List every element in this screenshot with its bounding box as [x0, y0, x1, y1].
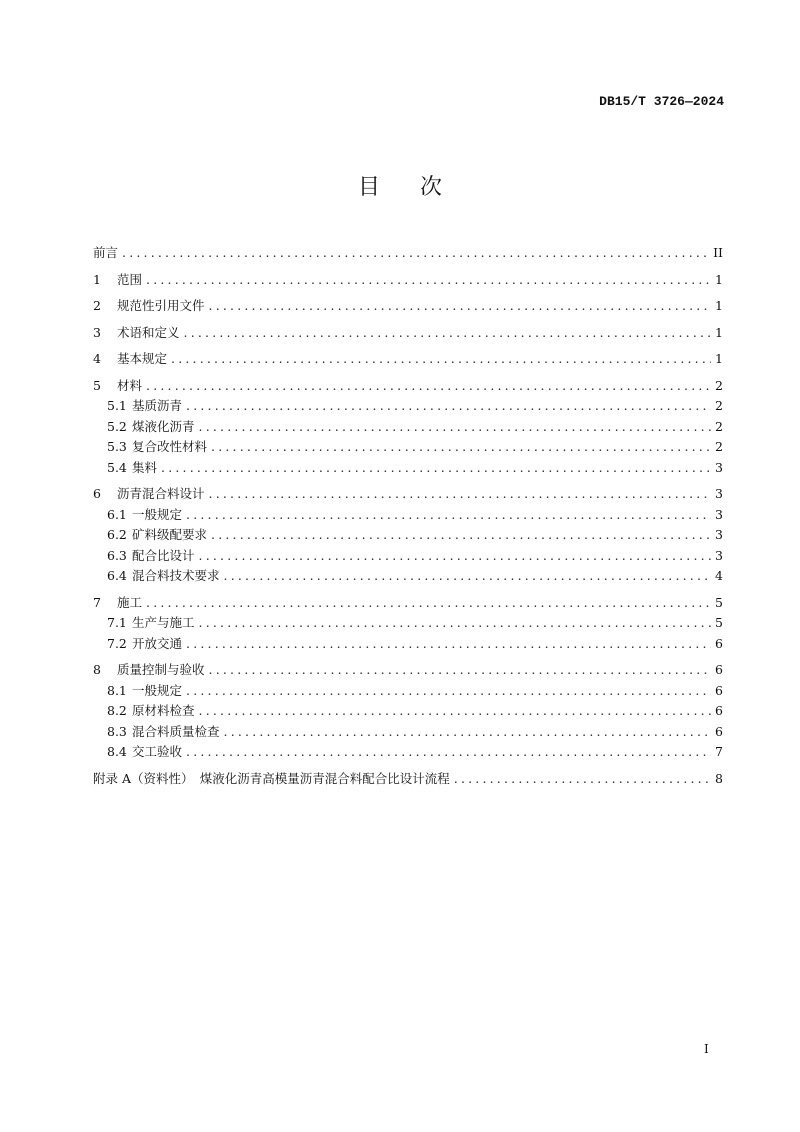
toc-entry[interactable]: [93, 323, 723, 344]
toc-entry-number: 8.1: [107, 682, 127, 698]
toc-entry-page: 7: [715, 744, 723, 759]
toc-entry-number: 5.1: [107, 398, 127, 413]
dot-leader: [211, 527, 711, 542]
toc-entry[interactable]: [93, 525, 723, 546]
toc-entry-page: II: [713, 245, 723, 260]
dot-leader: [146, 378, 711, 393]
toc-entry-title: 一般规定: [132, 506, 183, 522]
toc-entry-number: 2: [93, 298, 101, 313]
toc-entry-number: 8.2: [107, 703, 127, 718]
toc-entry-page: 2: [715, 377, 723, 393]
toc-entry-page: 5: [715, 615, 723, 630]
toc-entry-title: 原材料检查: [132, 703, 195, 718]
toc-entry-page: 1: [715, 298, 723, 313]
toc-entry[interactable]: [93, 396, 723, 417]
toc-entry-title: 施工: [117, 594, 143, 610]
toc-entry-title: 复合改性材料: [132, 439, 208, 454]
toc-entry-page: 4: [715, 568, 723, 583]
dot-leader: [186, 636, 711, 651]
toc-entry-title: 质量控制与验收: [117, 662, 205, 677]
toc-entry-title: 基本规定: [117, 351, 168, 366]
toc-entry[interactable]: [93, 613, 723, 634]
toc-entry-number: 4: [93, 351, 101, 366]
toc-entry-number: 5.4: [107, 459, 127, 475]
dot-leader: [199, 548, 711, 563]
toc-entry-page: 6: [715, 662, 723, 677]
table-of-contents: [93, 243, 723, 789]
toc-entry[interactable]: [93, 417, 723, 438]
toc-entry-page: 6: [715, 723, 723, 739]
dot-leader: [199, 703, 711, 718]
dot-leader: [199, 419, 711, 434]
toc-entry-page: 3: [715, 486, 723, 501]
dot-leader: [186, 744, 711, 759]
toc-entry[interactable]: [93, 722, 723, 743]
toc-entry-title: 沥青混合料设计: [117, 486, 205, 501]
toc-entry-title: 附录 A（资料性） 煤液化沥青高模量沥青混合料配合比设计流程: [93, 770, 450, 786]
dot-leader: [186, 683, 711, 698]
toc-entry-page: 3: [715, 506, 723, 522]
toc-entry[interactable]: [93, 566, 723, 587]
toc-entry-number: 5.3: [107, 439, 127, 454]
dot-leader: [209, 662, 711, 677]
toc-entry[interactable]: [93, 349, 723, 370]
toc-entry-number: 3: [93, 324, 101, 340]
toc-entry[interactable]: [93, 769, 723, 790]
page-title: 目次: [357, 175, 482, 200]
toc-entry-title: 混合料质量检查: [132, 723, 220, 739]
dot-leader: [209, 298, 711, 313]
dot-leader: [224, 724, 711, 739]
toc-entry-page: 3: [715, 459, 723, 475]
toc-entry[interactable]: [93, 593, 723, 614]
toc-entry[interactable]: [93, 742, 723, 763]
toc-entry-title: 规范性引用文件: [117, 298, 205, 313]
page-number: I: [704, 1042, 709, 1056]
toc-entry-page: 3: [715, 527, 723, 542]
toc-entry-number: 5.2: [107, 418, 127, 434]
toc-entry-title: 前言: [93, 245, 119, 260]
toc-entry-page: 6: [715, 635, 723, 651]
dot-leader: [146, 272, 711, 287]
toc-entry-page: 2: [715, 398, 723, 413]
toc-entry-title: 集料: [132, 459, 158, 475]
dot-leader: [224, 568, 711, 583]
toc-entry-number: 8: [93, 662, 101, 677]
toc-entry-number: 8.3: [107, 723, 127, 739]
dot-leader: [454, 771, 711, 786]
toc-entry[interactable]: [93, 437, 723, 458]
toc-entry-title: 基质沥青: [132, 398, 183, 413]
toc-entry[interactable]: [93, 660, 723, 681]
toc-entry-page: 1: [715, 271, 723, 287]
toc-entry-number: 1: [93, 271, 101, 287]
toc-entry-number: 6: [93, 486, 101, 501]
toc-entry-number: 6.3: [107, 547, 127, 563]
toc-entry[interactable]: [93, 243, 723, 264]
toc-entry-title: 混合料技术要求: [132, 568, 220, 583]
toc-entry-number: 6.4: [107, 568, 127, 583]
toc-entry-number: 8.4: [107, 744, 127, 759]
toc-entry-page: 2: [715, 439, 723, 454]
toc-entry-page: 1: [715, 324, 723, 340]
toc-entry-title: 交工验收: [132, 744, 183, 759]
toc-entry-page: 6: [715, 682, 723, 698]
toc-entry-page: 6: [715, 703, 723, 718]
toc-entry[interactable]: [93, 296, 723, 317]
toc-entry[interactable]: [93, 634, 723, 655]
toc-entry-title: 范围: [117, 271, 143, 287]
toc-entry[interactable]: [93, 505, 723, 526]
dot-leader: [146, 595, 711, 610]
toc-entry-title: 材料: [117, 377, 143, 393]
toc-entry-title: 配合比设计: [132, 547, 195, 563]
dot-leader: [186, 398, 711, 413]
toc-entry-title: 术语和定义: [117, 324, 180, 340]
toc-entry-number: 7: [93, 594, 101, 610]
toc-entry-page: 3: [715, 547, 723, 563]
toc-entry-page: 1: [715, 351, 723, 366]
toc-entry-page: 5: [715, 594, 723, 610]
dot-leader: [211, 439, 711, 454]
toc-entry[interactable]: [93, 376, 723, 397]
dot-leader: [161, 460, 711, 475]
toc-entry[interactable]: [93, 458, 723, 479]
dot-leader: [199, 615, 711, 630]
dot-leader: [122, 245, 709, 260]
toc-entry-page: 2: [715, 418, 723, 434]
document-code: DB15/T 3726—2024: [599, 94, 724, 109]
toc-entry-title: 生产与施工: [132, 615, 195, 630]
toc-entry-number: 7.2: [107, 635, 127, 651]
dot-leader: [184, 325, 711, 340]
toc-entry-title: 矿料级配要求: [132, 527, 208, 542]
toc-entry-number: 6.1: [107, 506, 127, 522]
toc-entry-number: 6.2: [107, 527, 127, 542]
toc-entry-title: 煤液化沥青: [132, 418, 195, 434]
toc-entry-page: 8: [715, 770, 723, 786]
toc-entry[interactable]: [93, 681, 723, 702]
toc-entry[interactable]: [93, 484, 723, 505]
toc-entry-number: 7.1: [107, 615, 127, 630]
toc-entry[interactable]: [93, 270, 723, 291]
toc-entry-number: 5: [93, 377, 101, 393]
toc-entry[interactable]: [93, 546, 723, 567]
dot-leader: [171, 351, 711, 366]
toc-entry-title: 开放交通: [132, 635, 183, 651]
dot-leader: [209, 486, 711, 501]
dot-leader: [186, 507, 711, 522]
toc-entry-title: 一般规定: [132, 682, 183, 698]
toc-entry[interactable]: [93, 701, 723, 722]
